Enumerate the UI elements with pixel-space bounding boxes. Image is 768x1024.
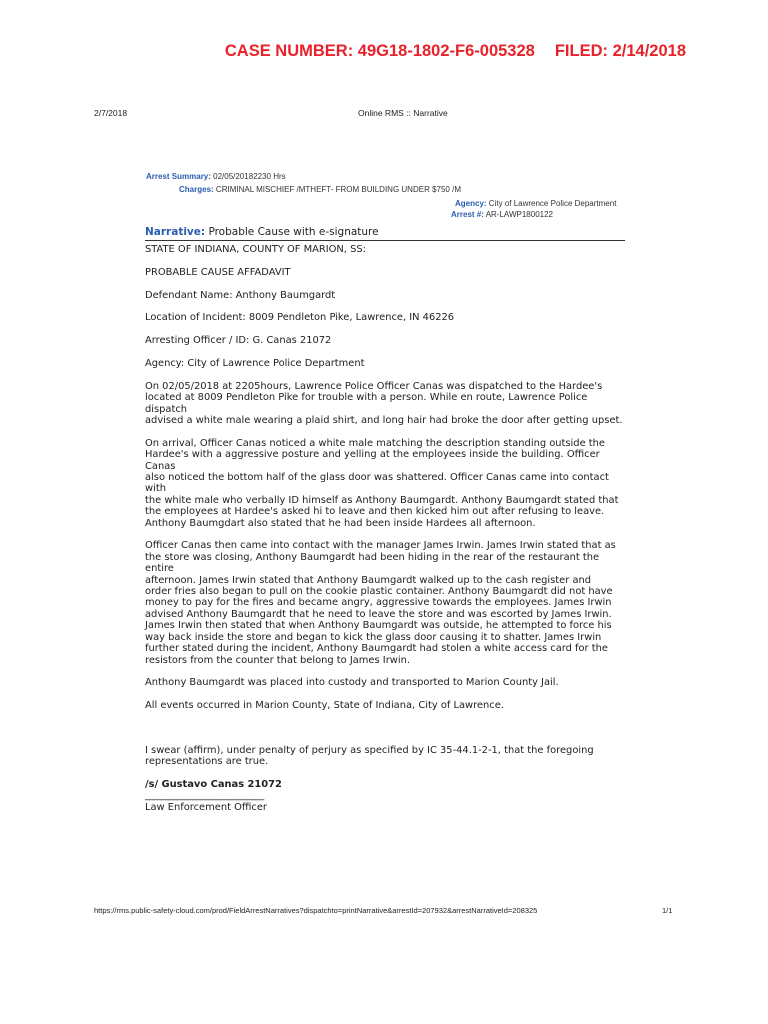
narrative-paragraph: Anthony Baumgardt was placed into custody and transported to Marion County Jail.	[145, 677, 559, 689]
signer-name: /s/ Gustavo Canas 21072	[145, 778, 282, 790]
arrest-summary-row	[146, 172, 286, 181]
case-number: CASE NUMBER: 49G18-1802-F6-005328	[224, 42, 535, 60]
narrative-label: Narrative:	[145, 226, 206, 238]
page-title: Online RMS :: Narrative	[358, 108, 448, 118]
narrative-paragraph: Location of Incident: 8009 Pendleton Pike, Lawrence, IN 46226	[145, 312, 455, 324]
agency-row	[455, 199, 616, 208]
arrest-number-value: AR-LAWP1800122	[485, 210, 553, 219]
charges-value: CRIMINAL MISCHIEF /MTHEFT- FROM BUILDING UNDER $750 /M	[215, 185, 461, 194]
narrative-paragraph: STATE OF INDIANA, COUNTY OF MARION, SS:	[145, 244, 366, 255]
arrest-number-row	[451, 210, 553, 219]
charges-row	[179, 185, 461, 194]
arrest-summary-label: Arrest Summary:	[146, 172, 211, 181]
narrative-paragraph: Officer Canas then came into contact with the manager James Irwin. James Irwin stated that as the store was closing, Anthony Baumgardt had been hiding in the rear of the restaurant the entire afternoon. James Irwin stated that Anthony Baumgardt walked up to the cash register and order fries also began to pull on the cookie plastic container. Anthony Baumgardt did not have money to pay for the fires and became angry, aggressive towards the employees. James Irwin advised Anthony Baumgardt that he need to leave the store and was escorted by James Irwin. James Irwin then stated that when Anthony Baumgardt was outside, he attempted to force his way back inside the store and began to kick the glass door causing it to shatter. James Irwin further stated during the incident, Anthony Baumgardt had stolen a white access card for the resistors from the counter that belong to James Irwin.	[145, 540, 616, 666]
narrative-type: Probable Cause with e-signature	[208, 226, 379, 238]
agency-value: City of Lawrence Police Department	[488, 199, 617, 208]
narrative-body	[145, 244, 631, 723]
page-number: 1/1	[662, 906, 673, 915]
filed-date: FILED: 2/14/2018	[554, 42, 686, 60]
signature-line: ______________________________	[145, 790, 264, 802]
signer-role: Law Enforcement Officer	[145, 801, 267, 813]
signature-block	[145, 745, 631, 813]
narrative-paragraph: Agency: City of Lawrence Police Department	[145, 357, 365, 369]
print-date: 2/7/2018	[94, 108, 128, 118]
narrative-paragraph: Arresting Officer / ID: G. Canas 21072	[145, 335, 332, 347]
narrative-paragraph: On arrival, Officer Canas noticed a white male matching the description standing outside the Hardee's with a aggressive posture and yelling at the employees inside the building. Officer Canas also noticed the bottom half of the glass door was shattered. Officer Canas came into contact with the white male who verbally ID himself as Anthony Baumgardt. Anthony Baumgardt stated that the employees at Hardee's asked hi to leave and then kicked him out after refusing to leave. Anthony Baumgdart also stated that he had been inside Hardees all afternoon.	[145, 437, 619, 529]
narrative-paragraph: On 02/05/2018 at 2205hours, Lawrence Police Officer Canas was dispatched to the Hardee's located at 8009 Pendleton Pike for trouble with a person. While en route, Lawrence Police dispatch advised a white male wearing a plaid shirt, and long hair had broke the door after getting upset.	[145, 380, 623, 426]
narrative-paragraph: All events occurred in Marion County, State of Indiana, City of Lawrence.	[145, 700, 504, 712]
oath-statement: I swear (affirm), under penalty of perjury as specified by IC 35-44.1-2-1, that the foregoing representations are true.	[145, 745, 594, 768]
case-header	[225, 42, 686, 61]
footer-url: https://rms.public-safety-cloud.com/prod/FieldArrestNarratives?dispatchto=printNarrative&arrestId=207932&arrestNarrativeId=208325	[94, 906, 538, 915]
agency-label: Agency:	[455, 199, 487, 208]
charges-label: Charges:	[179, 185, 214, 194]
arrest-number-label: Arrest #:	[451, 210, 484, 219]
narrative-paragraph: PROBABLE CAUSE AFFADAVIT	[145, 266, 291, 278]
arrest-summary-value: 02/05/20182230 Hrs	[213, 172, 286, 181]
narrative-paragraph: Defendant Name: Anthony Baumgardt	[145, 289, 336, 301]
narrative-heading	[145, 226, 625, 241]
